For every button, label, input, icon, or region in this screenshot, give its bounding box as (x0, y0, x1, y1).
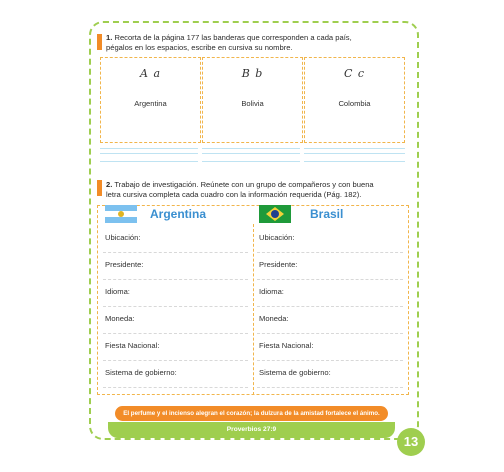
flag-box-3[interactable] (304, 57, 405, 143)
field-idioma: Idioma: (259, 287, 284, 296)
section2-instructions (106, 180, 406, 199)
answer-line[interactable] (103, 306, 248, 307)
answer-line[interactable] (257, 333, 403, 334)
writing-line[interactable] (304, 153, 405, 154)
field-presidente: Presidente: (259, 260, 298, 269)
field-presidente: Presidente: (105, 260, 144, 269)
field-moneda: Moneda: (105, 314, 135, 323)
argentina-flag-icon (105, 205, 137, 223)
section1-marker (97, 34, 102, 50)
writing-line[interactable] (202, 153, 300, 154)
section1-instructions (106, 33, 406, 52)
field-fiesta-nacional: Fiesta Nacional: (105, 341, 160, 350)
cursive-letters: C c (343, 67, 366, 80)
field-idioma: Idioma: (105, 287, 130, 296)
section2-marker (97, 180, 102, 196)
field-sistema-gobierno: Sistema de gobierno: (105, 368, 177, 377)
section1-number: 1. (106, 33, 113, 42)
answer-line[interactable] (103, 360, 248, 361)
flag-box-2[interactable] (202, 57, 303, 143)
section2-text-line2: letra cursiva completa cada cuadro con la información requerida (Pág. 182). (106, 189, 362, 199)
brazil-flag-icon (259, 205, 291, 223)
verse-reference-banner: Proverbios 27:9 (108, 422, 395, 438)
field-ubicacion: Ubicación: (259, 233, 295, 242)
answer-line[interactable] (257, 387, 403, 388)
writing-line[interactable] (304, 148, 405, 149)
writing-line[interactable] (304, 161, 405, 162)
section1-text-line2: pégalos en los espacios, escribe en cursiva su nombre. (106, 42, 293, 52)
writing-line[interactable] (202, 161, 300, 162)
page-number-badge: 13 (397, 428, 425, 456)
country-label: Argentina (134, 99, 167, 108)
cursive-letters: A a (140, 67, 161, 80)
flag-box-1[interactable] (100, 57, 201, 143)
field-ubicacion: Ubicación: (105, 233, 141, 242)
column-title-argentina: Argentina (150, 207, 207, 221)
writing-line[interactable] (100, 153, 198, 154)
country-label: Colombia (338, 99, 371, 108)
writing-line[interactable] (100, 161, 198, 162)
cursive-letters: B b (241, 67, 264, 80)
quote-banner: El perfume y el incienso alegran el corazón; la dulzura de la amistad fortalece el ánimo. (115, 406, 388, 421)
section2-number: 2. (106, 180, 113, 189)
answer-line[interactable] (103, 387, 248, 388)
answer-line[interactable] (103, 252, 248, 253)
answer-line[interactable] (257, 252, 403, 253)
column-title-brasil: Brasil (310, 207, 344, 221)
section2-text-line1: Trabajo de investigación. Reúnete con un grupo de compañeros y con buena (112, 180, 374, 189)
answer-line[interactable] (103, 333, 248, 334)
field-sistema-gobierno: Sistema de gobierno: (259, 368, 331, 377)
answer-line[interactable] (257, 360, 403, 361)
answer-line[interactable] (257, 279, 403, 280)
column-divider (253, 224, 254, 395)
answer-line[interactable] (257, 306, 403, 307)
field-moneda: Moneda: (259, 314, 289, 323)
country-label: Bolivia (241, 99, 264, 108)
writing-line[interactable] (100, 148, 198, 149)
field-fiesta-nacional: Fiesta Nacional: (259, 341, 314, 350)
answer-line[interactable] (103, 279, 248, 280)
writing-line[interactable] (202, 148, 300, 149)
section1-text-line1: Recorta de la página 177 las banderas que corresponden a cada país, (112, 33, 352, 42)
